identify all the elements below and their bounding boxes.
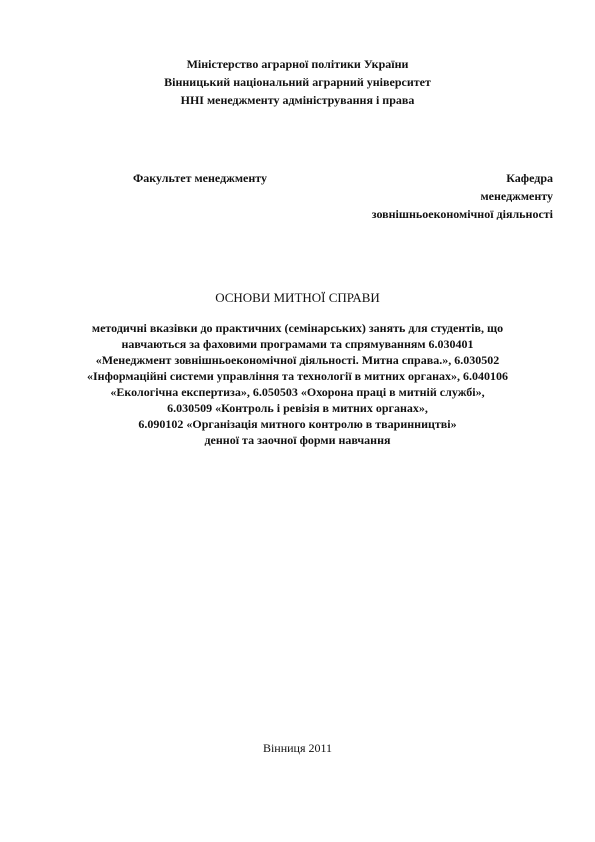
description-line: «Менеджмент зовнішньоекономічної діяльності. Митна справа.», 6.030502: [95, 353, 500, 367]
city-year: Вінниця 2011: [262, 741, 333, 755]
description-line: денної та заочної форми навчання: [204, 433, 391, 447]
ministry-name: Міністерство аграрної політики України: [186, 57, 409, 71]
description-line: методичні вказівки до практичних (семінарських) занять для студентів, що: [91, 321, 504, 335]
university-name: Вінницький національний аграрний університет: [164, 75, 431, 89]
institute-name: ННІ менеджменту адміністрування і права: [180, 93, 415, 107]
description-line: навчаються за фаховими програмами та спрямуванням 6.030401: [121, 337, 474, 351]
document-title: ОСНОВИ МИТНОЇ СПРАВИ: [215, 290, 380, 305]
title-block: [0, 290, 595, 306]
description-line: «Інформаційні системи управління та технології в митних органах», 6.040106: [86, 369, 508, 383]
description-line: 6.030509 «Контроль і ревізія в митних органах»,: [167, 401, 428, 415]
description-line: 6.090102 «Організація митного контролю в тваринництві»: [138, 417, 457, 431]
department-block: [372, 171, 553, 222]
description-line: «Екологічна експертиза», 6.050503 «Охорона праці в митній службі»,: [110, 385, 485, 399]
footer-block: [0, 741, 595, 756]
department-label: Кафедра: [506, 171, 553, 185]
department-name-line1: менеджменту: [480, 189, 553, 203]
description-block: [0, 321, 595, 448]
document-header: [0, 57, 595, 108]
department-name-line2: зовнішньоекономічної діяльності: [371, 207, 553, 221]
faculty-name: Факультет менеджменту: [133, 171, 267, 185]
